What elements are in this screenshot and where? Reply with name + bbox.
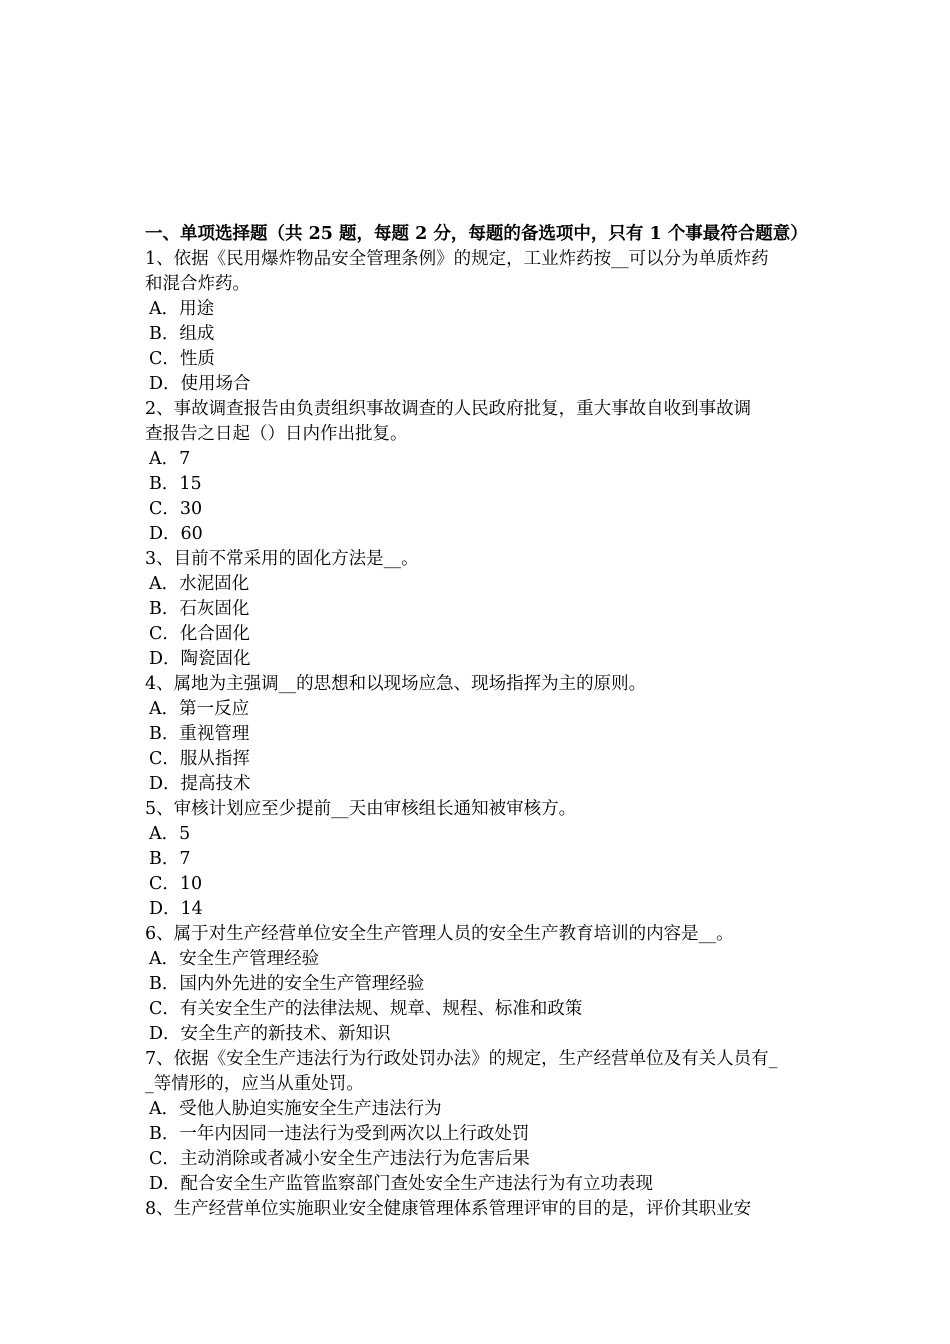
question-6 (145, 922, 817, 947)
question-text-line: 4、属地为主强调__的思想和以现场应急、现场指挥为主的原则。 (145, 674, 647, 694)
question-3 (145, 547, 817, 572)
question-text-line: 6、属于对生产经营单位安全生产管理人员的安全生产教育培训的内容是__。 (145, 924, 734, 944)
section-heading: 一、单项选择题（共 25 题，每题 2 分，每题的备选项中，只有 1 个事最符合题意） (145, 224, 808, 244)
answer-option: C．化合固化 (149, 624, 250, 644)
answer-option: C．主动消除或者减小安全生产违法行为危害后果 (149, 1149, 530, 1169)
answer-option: B．国内外先进的安全生产管理经验 (149, 974, 425, 994)
question-7 (145, 1047, 817, 1097)
questions-container (145, 247, 817, 1222)
answer-option: C．性质 (149, 349, 215, 369)
answer-option: A．受他人胁迫实施安全生产违法行为 (149, 1099, 442, 1119)
answer-option: D．陶瓷固化 (149, 649, 251, 669)
question-2 (145, 397, 817, 447)
answer-option: C．有关安全生产的法律法规、规章、规程、标准和政策 (149, 999, 583, 1019)
question-text-line: 7、依据《安全生产违法行为行政处罚办法》的规定，生产经营单位及有关人员有_ (145, 1049, 778, 1069)
answer-option: A．水泥固化 (149, 574, 250, 594)
question-1 (145, 247, 817, 297)
answer-option: C．10 (149, 874, 203, 894)
question-8 (145, 1197, 817, 1222)
question-text-line: 3、目前不常采用的固化方法是__。 (145, 549, 419, 569)
question-text-line: 1、依据《民用爆炸物品安全管理条例》的规定，工业炸药按__可以分为单质炸药 (145, 249, 769, 269)
answer-option: D．配合安全生产监管监察部门查处安全生产违法行为有立功表现 (149, 1174, 654, 1194)
answer-option: B．一年内因同一违法行为受到两次以上行政处罚 (149, 1124, 530, 1144)
answer-option: D．14 (149, 899, 203, 919)
answer-option: B．石灰固化 (149, 599, 250, 619)
answer-option: B．重视管理 (149, 724, 250, 744)
answer-option: A．第一反应 (149, 699, 250, 719)
answer-option: D．提高技术 (149, 774, 251, 794)
answer-option: B．15 (149, 474, 202, 494)
answer-option: A．5 (149, 824, 191, 844)
answer-option: C．30 (149, 499, 203, 519)
answer-option: A．7 (149, 449, 191, 469)
answer-option: B．7 (149, 849, 191, 869)
answer-option: A．安全生产管理经验 (149, 949, 320, 969)
answer-option: A．用途 (149, 299, 215, 319)
question-list (145, 222, 817, 1222)
question-text-line: 查报告之日起（）日内作出批复。 (145, 424, 408, 444)
question-text-line: _等情形的，应当从重处罚。 (145, 1074, 364, 1094)
question-text-line: 2、事故调查报告由负责组织事故调查的人民政府批复，重大事故自收到事故调 (145, 399, 752, 419)
answer-option: C．服从指挥 (149, 749, 250, 769)
question-text-line: 5、审核计划应至少提前__天由审核组长通知被审核方。 (145, 799, 577, 819)
answer-option: D．使用场合 (149, 374, 251, 394)
question-text-line: 8、生产经营单位实施职业安全健康管理体系管理评审的目的是，评价其职业安 (145, 1199, 752, 1219)
question-text-line: 和混合炸药。 (145, 274, 250, 294)
answer-option: D．安全生产的新技术、新知识 (149, 1024, 391, 1044)
answer-option: B．组成 (149, 324, 215, 344)
answer-option: D．60 (149, 524, 203, 544)
question-5 (145, 797, 817, 822)
question-4 (145, 672, 817, 697)
